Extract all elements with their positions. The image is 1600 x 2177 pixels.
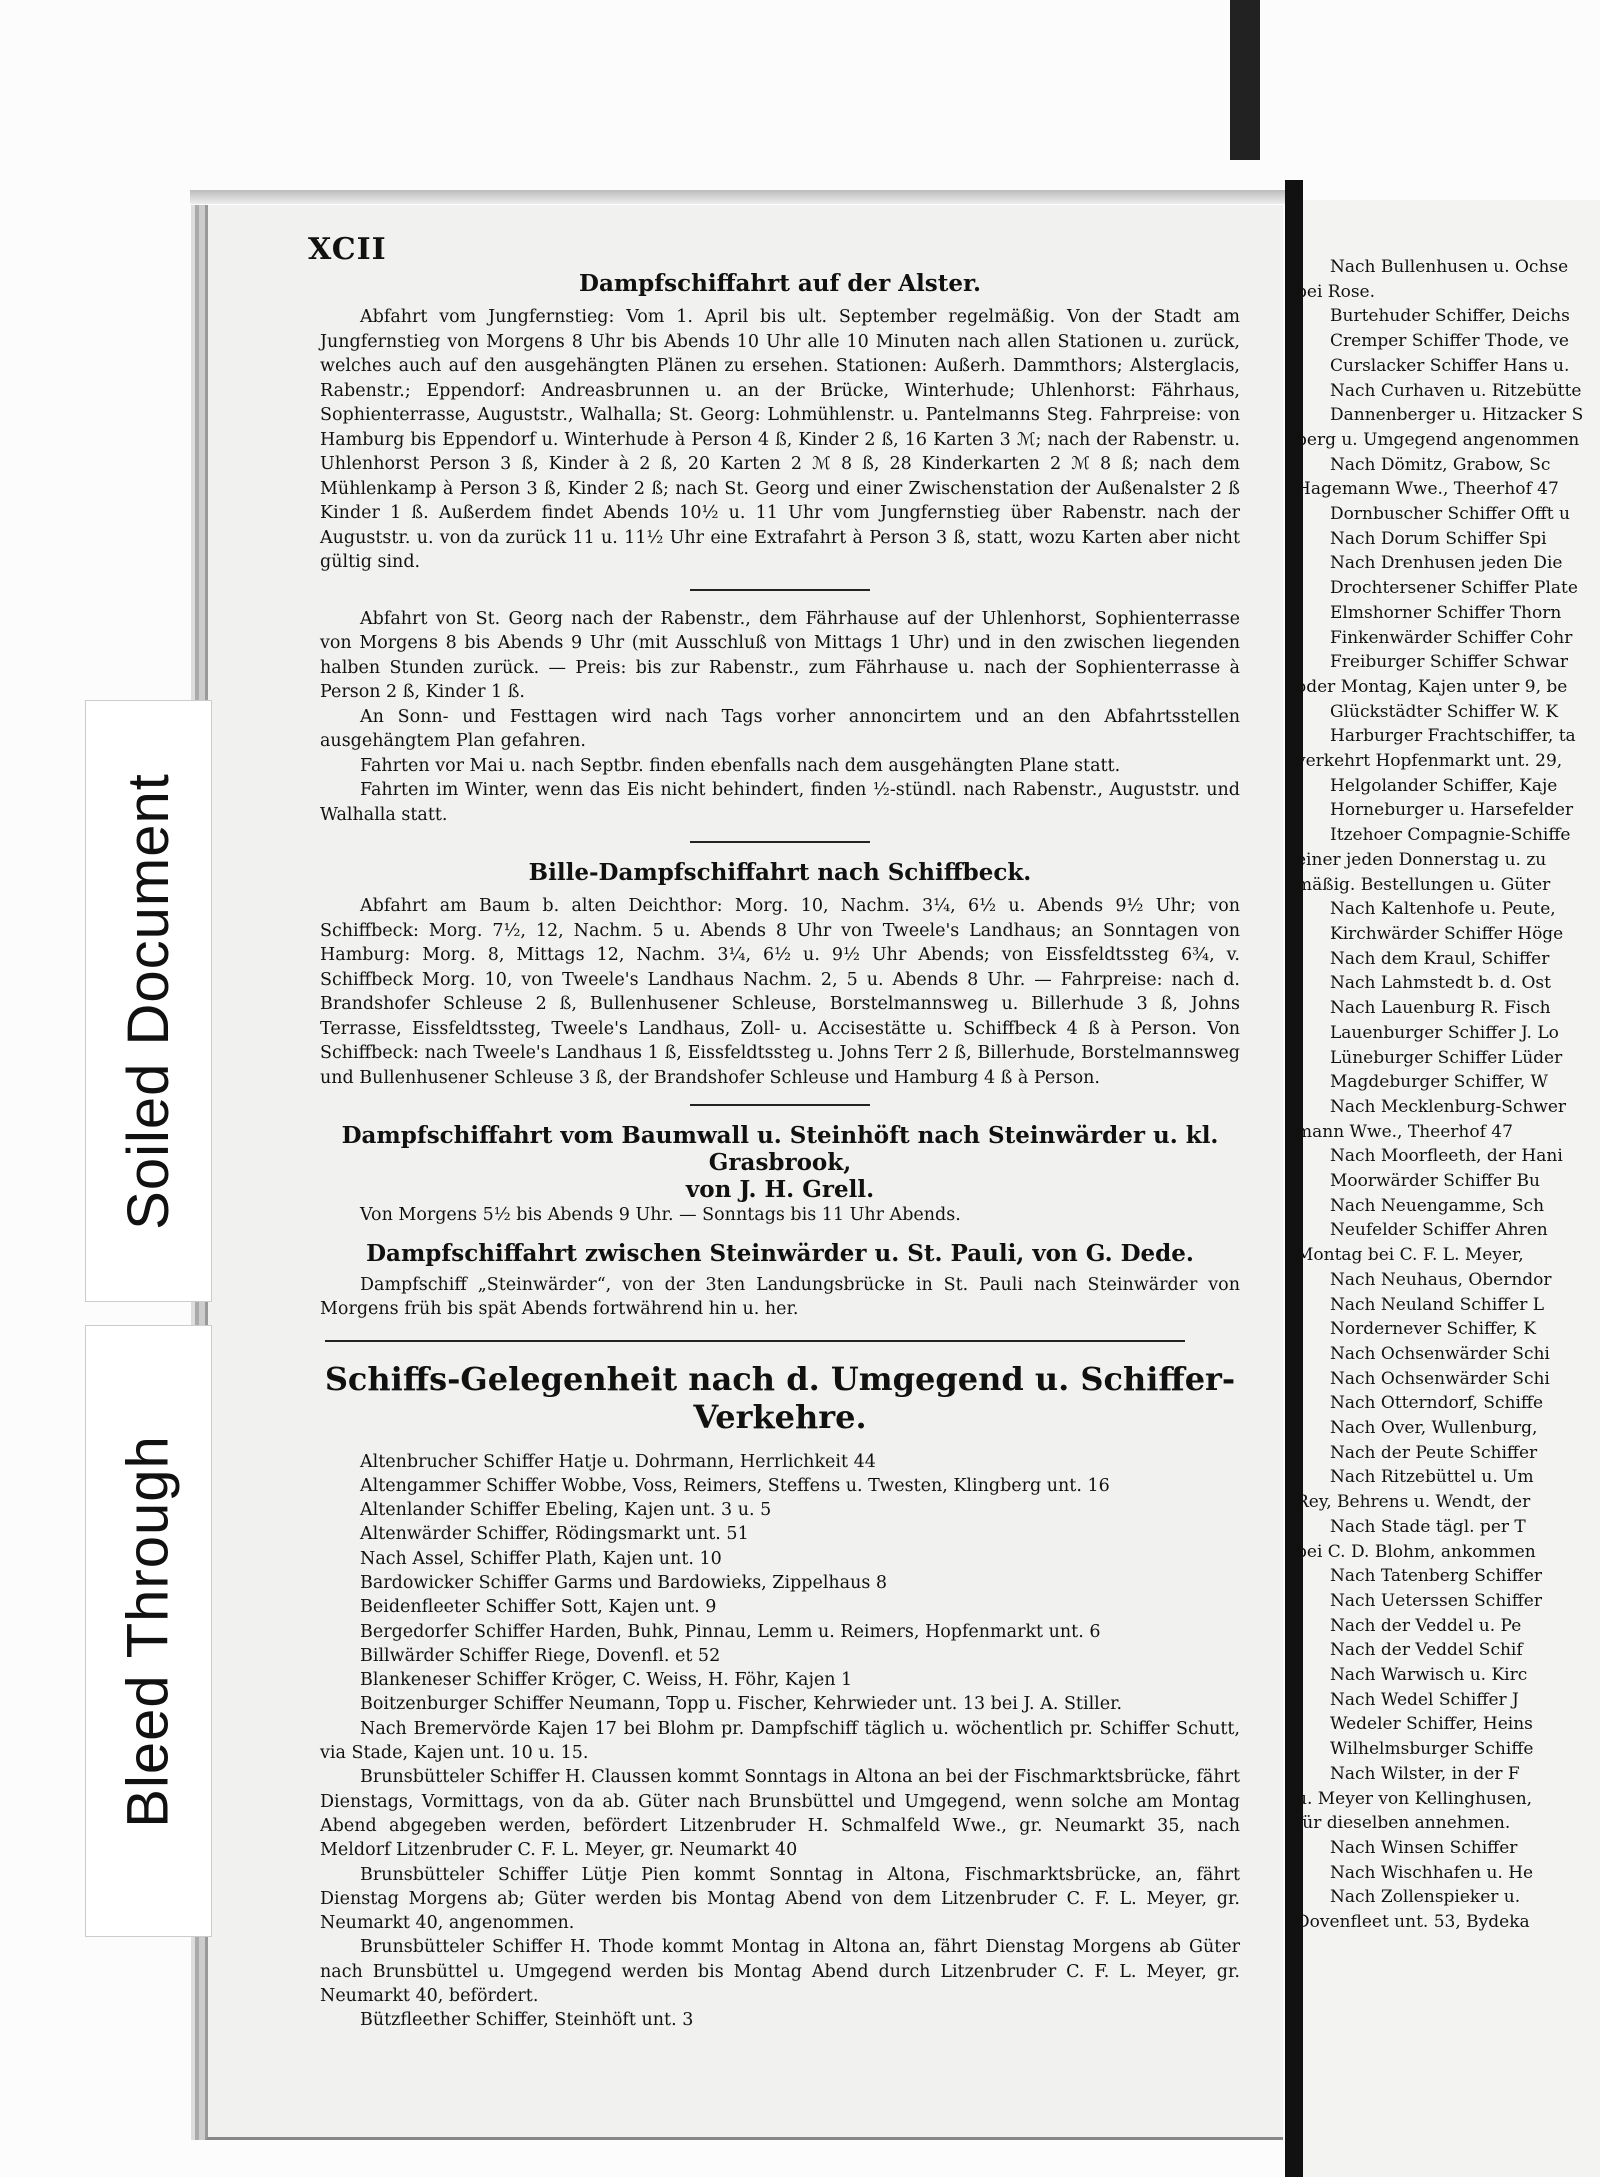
right-column-line: Nach Wischhafen u. He [1330, 1862, 1534, 1883]
list-item: Boitzenburger Schiffer Neumann, Topp u. Fischer, Kehrwieder unt. 13 bei J. A. Stiller. [360, 1694, 1123, 1715]
list-paragraph: Brunsbütteler Schiffer H. Claussen kommt Sonntags in Altona an bei der Fischmarktsbrücke, fährt Dienstags, Vormittags, von da ab. Güter nach Brunsbüttel und Umgegend, wenn solche am Montag Abend abgegeben werden, befördert Litzenbruder H. Schmalfeld Wwe., gr. Neumarkt 35, nach Meldorf Litzenbruder C. F. L. Meyer, gr. Neumarkt 40 [320, 1767, 1240, 1861]
pauli-para-1: Dampfschiff „Steinwärder“, von der 3ten Landungsbrücke in St. Pauli nach Steinwärder von Morgens früh bis spät Abends fortwährend hin u. her. [320, 1274, 1240, 1319]
right-column-line: u. Meyer von Kellinghusen, [1296, 1788, 1533, 1809]
right-column-line: Nach Neuhaus, Oberndor [1330, 1269, 1552, 1290]
right-column-line: Nach der Veddel Schif [1330, 1640, 1523, 1661]
list-paragraph: Nach Bremervörde Kajen 17 bei Blohm pr. Dampfschiff täglich u. wöchentlich pr. Schiffer Schutt, via Stade, Kajen unt. 10 u. 15. [320, 1718, 1240, 1764]
right-column-line: bei C. D. Blohm, ankommen [1296, 1541, 1536, 1562]
right-column-line: Kirchwärder Schiffer Höge [1330, 923, 1564, 944]
steinhoeft-subtitle: von J. H. Grell. [685, 1176, 875, 1203]
page-top-edge [190, 190, 1290, 204]
right-column-line: Nach Stade tägl. per T [1330, 1516, 1526, 1537]
right-column-line: Nach Lahmstedt b. d. Ost [1330, 973, 1551, 994]
soiled-document-tab [85, 700, 212, 1302]
right-column-line: Dannenberger u. Hitzacker S [1330, 405, 1584, 426]
right-column-line: Finkenwärder Schiffer Cohr [1330, 627, 1573, 648]
divider [690, 1104, 870, 1106]
book-edge-shadow [1230, 0, 1260, 160]
right-column-line: Itzehoer Compagnie-Schiffe [1330, 825, 1571, 846]
list-item: Altenlander Schiffer Ebeling, Kajen unt. 3 u. 5 [360, 1500, 772, 1521]
list-item: Altengammer Schiffer Wobbe, Voss, Reimers, Steffens u. Twesten, Klingberg unt. 16 [360, 1475, 1110, 1496]
right-column-line: Nach Mecklenburg-Schwer [1330, 1096, 1567, 1117]
right-column-line: Elmshorner Schiffer Thorn [1330, 602, 1562, 623]
right-column-line: Nach Ueterssen Schiffer [1330, 1590, 1542, 1611]
divider [690, 841, 870, 843]
right-column-line: Dornbuscher Schiffer Offt u [1330, 504, 1570, 525]
right-column-line: oder Montag, Kajen unter 9, be [1296, 676, 1568, 697]
right-column-line: Moorwärder Schiffer Bu [1330, 1171, 1540, 1192]
right-column-line: mäßig. Bestellungen u. Güter [1296, 874, 1551, 895]
bille-para-1: Abfahrt am Baum b. alten Deichthor: Morg. 10, Nachm. 3¼, 6½ u. Abends 9½ Uhr; von Schiffbeck: Morg. 7½, 12, Nachm. 5 u. Abends 8 Uhr von Tweele's Landhaus; an Sonntagen von Hamburg: Morg. 8, Mittags 12, Nachm. 3¼, 6½ u. 9½ Uhr Abends; von Eissfeldtssteg 6¾, v. Schiffbeck Morg. 10, von Tweele's Landhaus Nachm. 2, 5 u. Abends 8 Uhr. — Fahrpreise: nach d. Brandshofer Schleuse 2 ß, Bullenhusener Schleuse, Borstelmannsweg u. Billerhude 3 ß, Johns Terrasse, Eissfeldtssteg, Tweele's Landhaus, Zoll- u. Accisestätte u. Schiffbeck 4 ß à Person. Von Schiffbeck: nach Tweele's Landhaus 1 ß, Eissfeldtssteg u. Johns Terr 2 ß, Billerhude, Borstelmannsweg und Bullenhusener Schleuse 3 ß, der Brandshofer Schleuse und Hamburg 4 ß à Person. [320, 896, 1240, 1088]
alster-para-1: Abfahrt vom Jungfernstieg: Vom 1. April bis ult. September regelmäßig. Von der Stadt am Jungfernstieg von Morgens 8 Uhr bis Abends 10 Uhr alle 10 Minuten nach allen Stationen u. zurück, welches auch auf den ausgehängten Plänen zu ersehen. Stationen: Außerh. Dammthors; Alsterglacis, Rabenstr.; Eppendorf: Andreasbrunnen u. an der Brücke, Winterhude; Uhlenhorst: Fährhaus, Sophienterrasse, Auguststr., Walhalla; St. Georg: Lohmühlenstr. u. Pantelmanns Steg. Fahrpreise: von Hamburg bis Eppendorf u. Winterhude à Person 4 ß, Kinder 2 ß, 16 Karten 3 ℳ; nach der Rabenstr. u. Uhlenhorst Person 3 ß, Kinder à 2 ß, 20 Karten 2 ℳ 8 ß, 28 Kinderkarten 2 ℳ 8 ß; nach dem Mühlenkamp à Person 3 ß, Kinder 2 ß; nach St. Georg und einer Zwischenstation der Außenalster 2 ß Kinder 1 ß. Außerdem findet Abends 10½ u. 11 Uhr vom Jungfernstieg über Rabenstr. nach der Auguststr. u. von da zurück 11 u. 11½ Uhr eine Extrafahrt à Person 3 ß, statt, wozu Karten aber nicht gültig sind. [320, 307, 1240, 572]
schiffs-title: Schiffs-Gelegenheit nach d. Umgegend u. Schiffer-Verkehre. [324, 1359, 1236, 1436]
right-column-line: Nach Tatenberg Schiffer [1330, 1566, 1543, 1587]
bille-title: Bille-Dampfschiffahrt nach Schiffbeck. [528, 859, 1032, 886]
divider [690, 589, 870, 591]
right-column-line: Harburger Frachtschiffer, ta [1330, 726, 1576, 747]
list-item: Nach Assel, Schiffer Plath, Kajen unt. 10 [360, 1548, 722, 1569]
list-item: Bardowicker Schiffer Garms und Bardowieks, Zippelhaus 8 [360, 1572, 888, 1593]
right-column-line: Glückstädter Schiffer W. K [1330, 701, 1559, 722]
right-column-line: Nach Neuland Schiffer L [1330, 1294, 1545, 1315]
list-paragraph: Brunsbütteler Schiffer H. Thode kommt Montag in Altona an, fährt Dienstag Morgens ab Güter nach Brunsbüttel u. Umgegend werden bis Montag Abend durch Litzenbruder C. F. L. Meyer, gr. Neumarkt 40, befördert. [320, 1937, 1240, 2007]
soiled-document-label: Soiled Document [116, 772, 181, 1230]
right-column-line: Nach Lauenburg R. Fisch [1330, 998, 1551, 1019]
right-column-line: Nach Moorfleeth, der Hani [1330, 1146, 1563, 1167]
alster-para-3: An Sonn- und Festtagen wird nach Tags vorher annoncirtem und an den Abfahrtsstellen ausgehängtem Plan gefahren. [320, 706, 1240, 751]
right-column-line: Neufelder Schiffer Ahren [1330, 1220, 1548, 1241]
right-column-line: Horneburger u. Harsefelder [1330, 800, 1574, 821]
right-column-line: Nach Warwisch u. Kirc [1330, 1665, 1528, 1686]
right-column-line: Freiburger Schiffer Schwar [1330, 652, 1568, 673]
list-item: Altenbrucher Schiffer Hatje u. Dohrmann, Herrlichkeit 44 [360, 1451, 876, 1472]
right-column-line: Nach Kaltenhofe u. Peute, [1330, 899, 1556, 920]
steinhoeft-para-1: Von Morgens 5½ bis Abends 9 Uhr. — Sonntags bis 11 Uhr Abends. [360, 1205, 961, 1225]
right-column-line: Curslacker Schiffer Hans u. [1330, 355, 1570, 376]
schiffer-list [320, 1450, 1240, 2033]
right-column-line: Nach Ochsenwärder Schi [1330, 1368, 1550, 1389]
alster-para-5: Fahrten im Winter, wenn das Eis nicht behindert, finden ½-stündl. nach Rabenstr., Auguststr. und Walhalla statt. [320, 780, 1240, 825]
right-page-column [1296, 255, 1600, 1935]
right-column-line: Burtehuder Schiffer, Deichs [1330, 306, 1570, 327]
right-column-line: Nach Curhaven u. Ritzebütte [1330, 380, 1582, 401]
list-paragraph: Brunsbütteler Schiffer Lütje Pien kommt Sonntag in Altona, Fischmarktsbrücke, an, fährt Dienstag Morgens ab; Güter werden bis Montag Abend von dem Litzenbruder C. F. L. Meyer, gr. Neumarkt 40, angenommen. [320, 1864, 1240, 1934]
right-column-line: Nach Ritzebüttel u. Um [1330, 1467, 1534, 1488]
right-column-line: Wilhelmsburger Schiffe [1330, 1739, 1534, 1760]
right-column-line: Nach Dömitz, Grabow, Sc [1330, 454, 1551, 475]
right-column-line: verkehrt Hopfenmarkt unt. 29, [1296, 751, 1563, 772]
right-column-line: Nach Dorum Schiffer Spi [1330, 528, 1547, 549]
right-column-line: Nach Winsen Schiffer [1330, 1838, 1518, 1858]
list-item: Altenwärder Schiffer, Rödingsmarkt unt. 51 [360, 1524, 749, 1545]
right-column-line: Nach Bullenhusen u. Ochse [1330, 257, 1569, 277]
right-column-line: Rey, Behrens u. Wendt, der [1296, 1492, 1531, 1513]
bleed-through-tab [85, 1325, 212, 1937]
right-column-line: Nach Drenhusen jeden Die [1330, 553, 1563, 574]
right-column-line: Lüneburger Schiffer Lüder [1330, 1047, 1563, 1068]
right-column-line: Nach Otterndorf, Schiffe [1330, 1393, 1544, 1414]
right-column-line: mann Wwe., Theerhof 47 [1296, 1121, 1513, 1142]
right-column-line: bei Rose. [1296, 281, 1376, 302]
list-paragraph: Bützfleether Schiffer, Steinhöft unt. 3 [360, 2010, 694, 2031]
right-column-line: Montag bei C. F. L. Meyer, [1296, 1245, 1524, 1266]
list-item: Beidenfleeter Schiffer Sott, Kajen unt. 9 [360, 1597, 717, 1618]
right-column-line: Nach Zollenspieker u. [1330, 1887, 1521, 1908]
right-column-line: Nach Wilster, in der F [1330, 1763, 1520, 1784]
right-column-line: Nach der Veddel u. Pe [1330, 1615, 1522, 1636]
right-column-line: Wedeler Schiffer, Heins [1330, 1714, 1533, 1735]
alster-para-2: Abfahrt von St. Georg nach der Rabenstr., dem Fährhause auf der Uhlenhorst, Sophienterrasse von Morgens 8 bis Abends 9 Uhr (mit Ausschluß von Mittags 1 Uhr) und in den zwischen liegenden halben Stunden zurück. — Preis: bis zur Rabenstr., zum Fährhause u. nach der Sophienterrasse à Person 2 ß, Kinder 1 ß. [320, 608, 1240, 702]
right-column-line: Nach Wedel Schiffer J [1330, 1689, 1519, 1710]
right-column-line: Nach Ochsenwärder Schi [1330, 1343, 1550, 1364]
right-column-line: Drochtersener Schiffer Plate [1330, 578, 1578, 599]
bleed-through-label: Bleed Through [116, 1434, 181, 1828]
steinhoeft-title: Dampfschiffahrt vom Baumwall u. Steinhöft nach Steinwärder u. kl. Grasbrook, [341, 1122, 1219, 1176]
right-column-line: für dieselben annehmen. [1296, 1813, 1511, 1834]
long-divider [325, 1340, 1185, 1342]
right-column-line: Nach Neuengamme, Sch [1330, 1195, 1545, 1216]
right-column-line: Nach der Peute Schiffer [1330, 1442, 1538, 1463]
right-column-line: einer jeden Donnerstag u. zu [1296, 849, 1547, 870]
right-column-line: Magdeburger Schiffer, W [1330, 1072, 1549, 1093]
list-item: Blankeneser Schiffer Kröger, C. Weiss, H. Föhr, Kajen 1 [360, 1670, 853, 1691]
alster-title: Dampfschiffahrt auf der Alster. [579, 270, 981, 297]
right-column-line: berg u. Umgegend angenommen [1296, 429, 1580, 450]
right-column-line: Nach dem Kraul, Schiffer [1330, 948, 1550, 969]
alster-para-4: Fahrten vor Mai u. nach Septbr. finden ebenfalls nach dem ausgehängten Plane statt. [360, 755, 1121, 776]
right-column-line: Dovenfleet unt. 53, Bydeka [1296, 1912, 1530, 1933]
right-column-line: Nach Over, Wullenburg, [1330, 1418, 1538, 1439]
pauli-title: Dampfschiffahrt zwischen Steinwärder u. St. Pauli, von G. Dede. [366, 1239, 1194, 1267]
list-item: Bergedorfer Schiffer Harden, Buhk, Pinnau, Lemm u. Reimers, Hopfenmarkt unt. 6 [360, 1621, 1101, 1642]
right-column-line: Lauenburger Schiffer J. Lo [1330, 1022, 1559, 1043]
page-number: XCII [308, 232, 387, 267]
right-column-line: Cremper Schiffer Thode, ve [1330, 331, 1569, 352]
right-column-line: Nordernever Schiffer, K [1330, 1319, 1536, 1340]
left-page-content [320, 230, 1240, 2033]
right-column-line: Hagemann Wwe., Theerhof 47 [1296, 479, 1559, 500]
list-item: Billwärder Schiffer Riege, Dovenfl. et 52 [360, 1645, 721, 1666]
right-column-line: Helgolander Schiffer, Kaje [1330, 775, 1558, 796]
